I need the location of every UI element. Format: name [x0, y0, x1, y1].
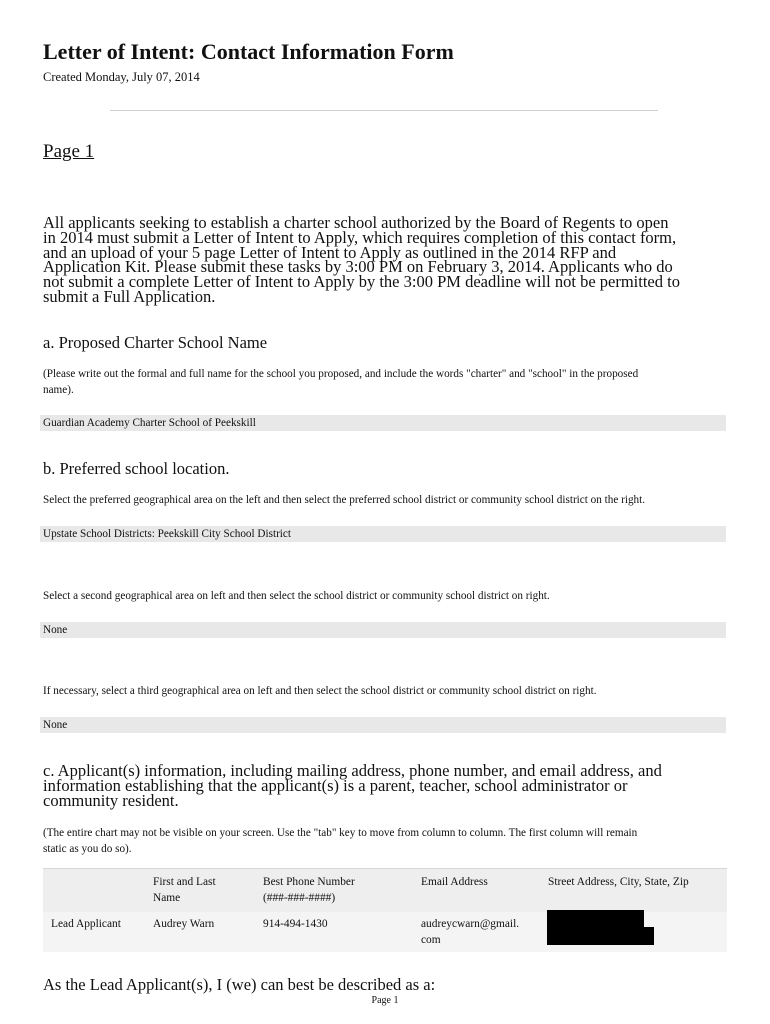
- page-heading: Page 1: [43, 141, 95, 162]
- column-header: [548, 869, 727, 913]
- location-answer-1: Upstate School Districts: Peekskill City School District: [40, 526, 726, 542]
- location-answer-3: None: [40, 717, 726, 733]
- header-line: First and Last: [153, 876, 216, 888]
- column-header: [263, 869, 421, 913]
- note-line: (The entire chart may not be visible on your screen. Use the "tab" key to move from column to column. The first column will remain: [43, 827, 638, 839]
- column-header: [43, 869, 153, 913]
- section-d-heading: As the Lead Applicant(s), I (we) can best be described as a:: [43, 975, 436, 994]
- note-line: static as you do so).: [43, 843, 132, 855]
- intro-line: Application Kit. Please submit these tasks by 3:00 PM on February 3, 2014. Applicants who do: [43, 257, 673, 277]
- intro-paragraph: [43, 213, 733, 306]
- created-date: Created Monday, July 07, 2014: [43, 70, 200, 84]
- section-a-heading: a. Proposed Charter School Name: [43, 333, 268, 352]
- intro-line: and an upload of your 5 page Letter of Intent to Apply as outlined in the 2014 RFP and: [43, 242, 617, 262]
- applicant-phone: 914-494-1430: [263, 912, 421, 952]
- table-header-row: [43, 869, 727, 913]
- divider: [110, 110, 658, 111]
- email-line: com: [421, 934, 441, 946]
- header-line: Name: [153, 892, 181, 904]
- section-c-note: [43, 825, 723, 857]
- section-a-note: [43, 366, 723, 398]
- heading-line: c. Applicant(s) information, including mailing address, phone number, and email address, and: [43, 761, 662, 780]
- header-line: Email Address: [421, 876, 488, 888]
- intro-line: All applicants seeking to establish a charter school authorized by the Board of Regents to open: [43, 213, 669, 232]
- header-line: (###-###-####): [263, 892, 336, 904]
- heading-line: community resident.: [43, 790, 179, 810]
- location-note-1: Select the preferred geographical area on the left and then select the preferred school district or community school district on the right.: [43, 494, 646, 506]
- section-c-heading: [43, 761, 733, 810]
- location-answer-2: None: [40, 622, 726, 638]
- applicant-name: Audrey Warn: [153, 912, 263, 952]
- redaction-block: [547, 910, 644, 928]
- page-footer: Page 1: [371, 995, 399, 1006]
- location-note-2: Select a second geographical area on left and then select the school district or community school district on right.: [43, 590, 550, 602]
- header-line: Street Address, City, State, Zip: [548, 876, 689, 888]
- column-header: [421, 869, 548, 913]
- heading-line: information establishing that the applicant(s) is a parent, teacher, school administrator or: [43, 775, 628, 795]
- intro-line: not submit a complete Letter of Intent to Apply by the 3:00 PM deadline will not be permitted to: [43, 272, 680, 292]
- note-line: (Please write out the formal and full name for the school you proposed, and include the words "charter" and "school" in the proposed: [43, 368, 639, 380]
- school-name-answer: Guardian Academy Charter School of Peekskill: [40, 415, 726, 431]
- intro-line: submit a Full Application.: [43, 286, 216, 306]
- form-title: Letter of Intent: Contact Information Form: [43, 39, 454, 64]
- header-line: Best Phone Number: [263, 876, 355, 888]
- intro-line: in 2014 must submit a Letter of Intent to Apply, which requires completion of this contact form,: [43, 227, 677, 247]
- note-line: name).: [43, 384, 74, 396]
- email-line: audreycwarn@gmail.: [421, 918, 520, 930]
- applicant-role: Lead Applicant: [43, 912, 153, 952]
- redaction-block: [547, 927, 654, 945]
- applicant-email: [421, 912, 548, 952]
- location-note-3: If necessary, select a third geographical area on left and then select the school district or community school district on right.: [43, 685, 597, 697]
- column-header: [153, 869, 263, 913]
- section-b-heading: b. Preferred school location.: [43, 459, 230, 478]
